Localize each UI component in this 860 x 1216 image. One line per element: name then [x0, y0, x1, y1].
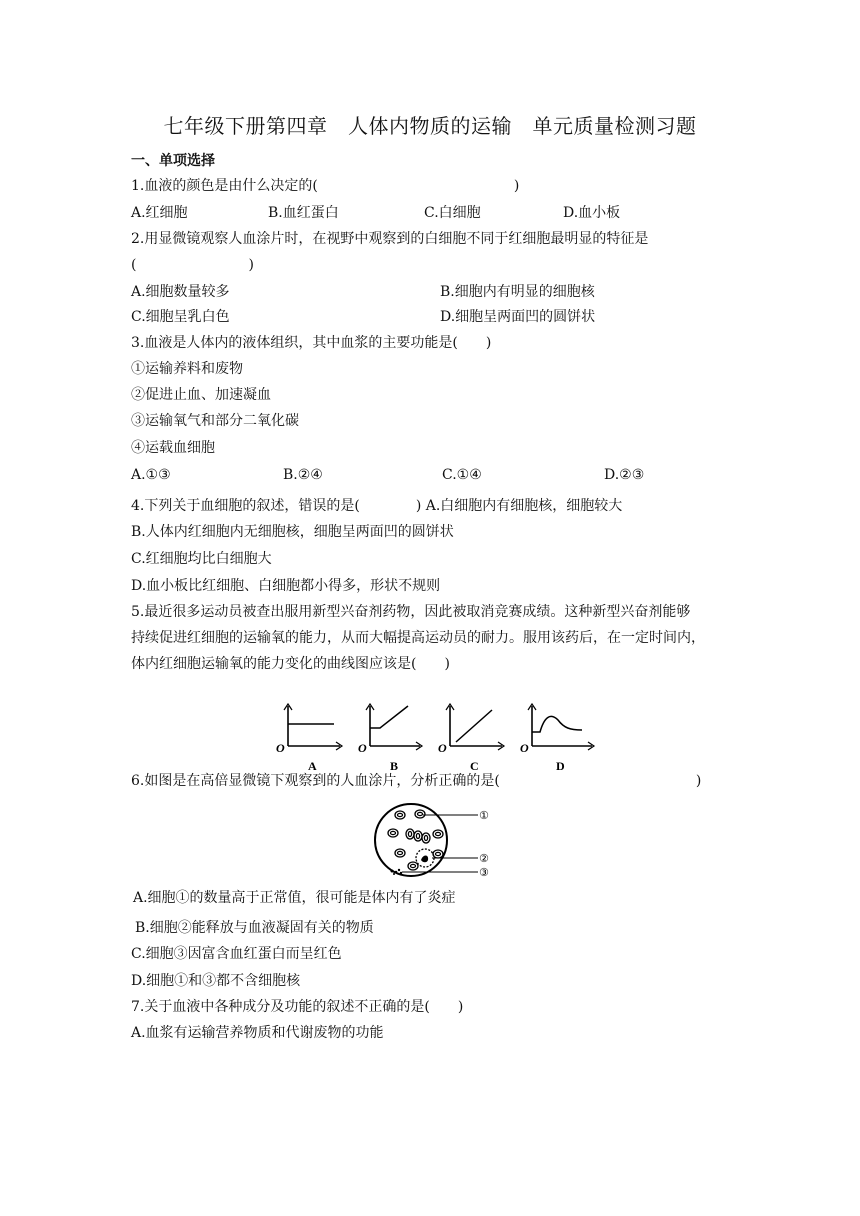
q3-statement-3: ③运输氧气和部分二氧化碳 — [131, 413, 299, 429]
q4-option-b: B.人体内红细胞内无细胞核，细胞呈两面凹的圆饼状 — [131, 524, 454, 540]
label-2: ② — [479, 852, 489, 865]
question-4-stem: 4.下列关于血细胞的叙述，错误的是( ) A.白细胞内有细胞核，细胞较大 — [131, 498, 623, 514]
graph-label: A — [308, 759, 317, 773]
q6-option-d: D.细胞①和③都不含细胞核 — [131, 973, 301, 989]
q4-option-d: D.血小板比红细胞、白细胞都小得多，形状不规则 — [131, 578, 441, 594]
q5-curve-graphs — [270, 700, 610, 780]
q3-statement-1: ①运输养料和废物 — [131, 361, 243, 377]
graph-d — [520, 704, 594, 773]
question-3-stem: 3.血液是人体内的液体组织，其中血浆的主要功能是( ) — [131, 335, 492, 351]
q7-option-a: A.血浆有运输营养物质和代谢废物的功能 — [131, 1025, 384, 1041]
q3-option-c: C.①④ — [442, 467, 482, 483]
origin-label: O — [276, 741, 285, 755]
curve — [532, 716, 582, 732]
page-title: 七年级下册第四章 人体内物质的运输 单元质量检测习题 — [163, 114, 697, 138]
graph-label: C — [470, 759, 479, 773]
q1-option-a: A.红细胞 — [131, 205, 188, 221]
blood-smear-diagram — [368, 798, 498, 882]
label-1: ① — [479, 809, 489, 822]
question-1-stem: 1.血液的颜色是由什么决定的( ) — [131, 178, 520, 194]
red-blood-cells — [388, 810, 443, 870]
q3-option-d: D.②③ — [604, 467, 645, 483]
question-5-stem-cont-2: 体内红细胞运输氧的能力变化的曲线图应该是( ) — [131, 656, 450, 672]
q4-option-c: C.红细胞均比白细胞大 — [131, 551, 272, 567]
origin-label: O — [520, 741, 529, 755]
q3-option-b: B.②④ — [283, 467, 323, 483]
q2-option-a: A.细胞数量较多 — [131, 284, 230, 300]
section-heading: 一、单项选择 — [131, 153, 215, 169]
q2-option-d: D.细胞呈两面凹的圆饼状 — [440, 309, 596, 325]
question-6-stem: 6.如图是在高倍显微镜下观察到的人血涂片，分析正确的是( ) — [131, 773, 702, 789]
graph-b — [358, 704, 422, 773]
q3-option-a: A.①③ — [131, 467, 171, 483]
q6-option-a: A.细胞①的数量高于正常值，很可能是体内有了炎症 — [133, 890, 456, 906]
q6-option-b: B.细胞②能释放与血液凝固有关的物质 — [135, 920, 374, 936]
origin-label: O — [358, 741, 367, 755]
q1-option-d: D.血小板 — [563, 205, 621, 221]
q6-option-c: C.细胞③因富含血红蛋白而呈红色 — [131, 946, 342, 962]
curve — [456, 710, 492, 742]
label-3: ③ — [479, 866, 489, 879]
question-7-stem: 7.关于血液中各种成分及功能的叙述不正确的是( ) — [131, 999, 464, 1015]
q2-option-c: C.细胞呈乳白色 — [131, 309, 230, 325]
question-2-stem-cont: ( ) — [131, 257, 254, 273]
q1-option-b: B.血红蛋白 — [268, 205, 339, 221]
white-cell-nucleus — [421, 856, 428, 863]
q2-option-b: B.细胞内有明显的细胞核 — [440, 284, 595, 300]
origin-label: O — [438, 741, 447, 755]
graph-label: D — [556, 759, 565, 773]
question-2-stem: 2.用显微镜观察人血涂片时，在视野中观察到的白细胞不同于红细胞最明显的特征是 — [131, 231, 649, 247]
q3-statement-2: ②促进止血、加速凝血 — [131, 387, 271, 403]
graph-c — [438, 704, 504, 773]
question-5-stem: 5.最近很多运动员被查出服用新型兴奋剂药物，因此被取消竞赛成绩。这种新型兴奋剂能够 — [131, 604, 691, 620]
q3-statement-4: ④运载血细胞 — [131, 440, 215, 456]
graph-a — [276, 704, 342, 773]
graph-label: B — [390, 759, 399, 773]
curve — [370, 706, 408, 728]
question-5-stem-cont: 持续促进红细胞的运输氧的能力，从而大幅提高运动员的耐力。服用该药后，在一定时间内， — [131, 630, 705, 646]
q1-option-c: C.白细胞 — [424, 205, 481, 221]
